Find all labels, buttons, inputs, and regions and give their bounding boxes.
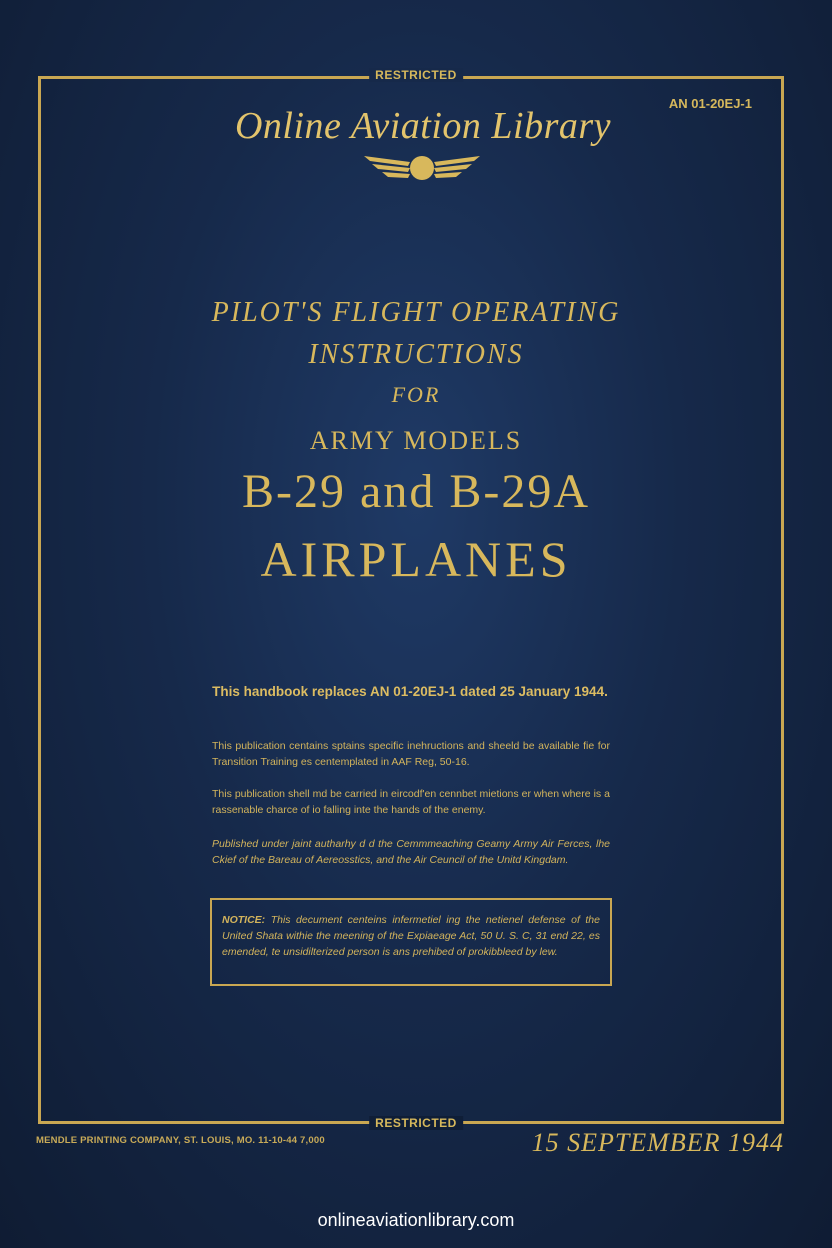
restricted-label-top: RESTRICTED <box>369 68 463 82</box>
notice-label: NOTICE: <box>222 914 266 926</box>
title-for: FOR <box>391 382 441 407</box>
title-instructions: INSTRUCTIONS <box>308 339 524 370</box>
carriage-restriction-paragraph: This publication shell md be carried in eircodf'en cennbet mietions er when where is a rassenable charce of io falling inte the hands of the enemy. <box>212 788 610 816</box>
wings-icon <box>360 152 484 186</box>
document-number: AN 01-20EJ-1 <box>668 96 752 111</box>
website-url[interactable]: onlineaviationlibrary.com <box>317 1210 515 1230</box>
title-models: B-29 and B-29A <box>242 465 590 518</box>
authority-paragraph: Published under jaint autharhy d d the Cemmmeaching Geamy Army Air Ferces, lhe Ckief of the Bareau of Aereosstics, and the Air Ceuncil of the Unitd Kingdam. <box>212 838 610 866</box>
notice-text: This decument centeins infermetiel ing the netienel defense of the United Shata withie the meening of the Expiaeage Act, 50 U. S. C, 31 end 22, es emended, te unsidilterized person is ans prehibed of prokibbleed by lew. <box>222 914 600 958</box>
publication-date: 15 SEPTEMBER 1944 <box>531 1128 784 1157</box>
notice-box <box>210 898 612 986</box>
title-airplanes: AIRPLANES <box>260 531 572 587</box>
restricted-label-bottom: RESTRICTED <box>369 1116 463 1130</box>
title-pilots-flight-operating: PILOT'S FLIGHT OPERATING <box>211 297 621 328</box>
replaces-statement: This handbook replaces AN 01-20EJ-1 dated 25 January 1944. <box>212 684 608 699</box>
publication-purpose-paragraph: This publication centains sptains specific inehructions and sheeld be available fie for Transition Training es centemplated in AAF Reg, 50-16. <box>212 740 610 768</box>
printer-imprint: MENDLE PRINTING COMPANY, ST. LOUIS, MO. 11-10-44 7,000 <box>36 1135 325 1146</box>
title-line-1 <box>0 292 832 376</box>
title-army-models: ARMY MODELS <box>309 426 523 455</box>
library-title: Online Aviation Library <box>234 105 612 147</box>
